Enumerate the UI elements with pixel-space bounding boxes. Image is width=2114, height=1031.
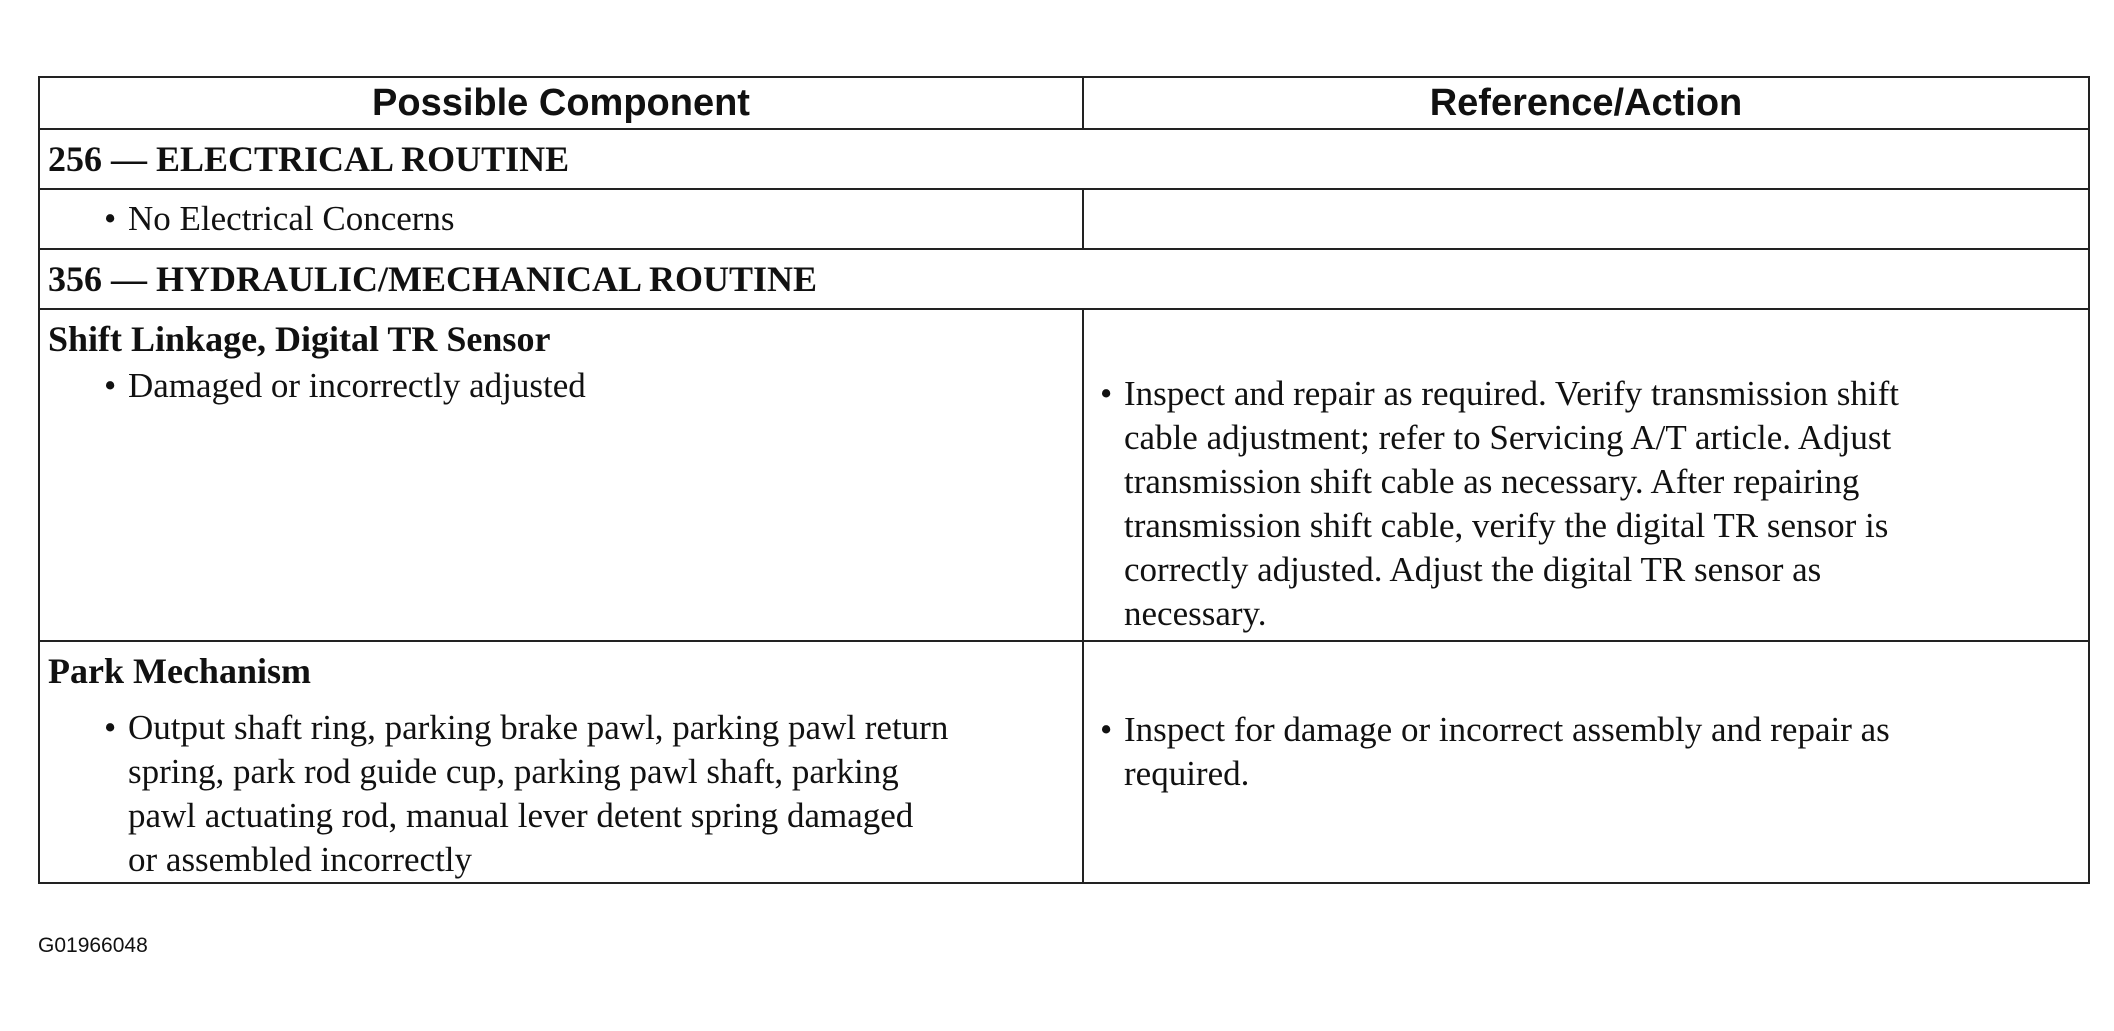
table-row-no-electrical	[39, 189, 2089, 249]
component-title: Park Mechanism	[48, 651, 311, 691]
table-row-park-mechanism	[39, 641, 2089, 883]
component-line: spring, park rod guide cup, parking pawl shaft, parking	[128, 752, 899, 791]
section-title-hydraulic: 356 — HYDRAULIC/MECHANICAL ROUTINE	[39, 249, 2089, 309]
section-title-electrical: 256 — ELECTRICAL ROUTINE	[39, 129, 2089, 189]
action-line: required.	[1124, 754, 1250, 793]
action-cell	[1083, 189, 2089, 249]
action-cell	[1083, 641, 2089, 883]
table-row-shift-linkage	[39, 309, 2089, 641]
action-line: Inspect and repair as required. Verify transmission shift	[1124, 374, 1899, 413]
action-line: transmission shift cable as necessary. After repairing	[1124, 462, 1860, 501]
list-item	[1084, 372, 2088, 636]
component-title: Shift Linkage, Digital TR Sensor	[48, 319, 551, 359]
bullet-icon: •	[1100, 374, 1113, 413]
component-line: or assembled incorrectly	[128, 840, 473, 879]
component-bullet-text: Damaged or incorrectly adjusted	[128, 366, 586, 405]
section-row-electrical	[39, 129, 2089, 189]
list-item	[40, 706, 1082, 882]
action-line: transmission shift cable, verify the digital TR sensor is	[1124, 506, 1889, 545]
bullet-icon: •	[104, 366, 117, 405]
bullet-icon: •	[104, 708, 117, 747]
figure-code: G01966048	[38, 934, 148, 957]
header-possible-component: Possible Component	[39, 77, 1083, 129]
list-item	[40, 197, 1082, 241]
bullet-icon: •	[1100, 710, 1113, 749]
action-line: cable adjustment; refer to Servicing A/T article. Adjust	[1124, 418, 1892, 457]
header-reference-action: Reference/Action	[1083, 77, 2089, 129]
list-item	[1084, 708, 2088, 796]
component-bullet-text: No Electrical Concerns	[128, 199, 455, 238]
list-item	[40, 364, 1082, 408]
component-line: pawl actuating rod, manual lever detent spring damaged	[128, 796, 914, 835]
component-cell	[39, 641, 1083, 883]
table-header-row	[39, 77, 2089, 129]
action-line: correctly adjusted. Adjust the digital TR sensor as	[1124, 550, 1822, 589]
component-cell	[39, 189, 1083, 249]
component-line: Output shaft ring, parking brake pawl, parking pawl return	[128, 708, 949, 747]
diagnostic-table	[38, 76, 2090, 884]
action-line: Inspect for damage or incorrect assembly and repair as	[1124, 710, 1890, 749]
bullet-icon: •	[104, 199, 117, 238]
action-cell	[1083, 309, 2089, 641]
component-cell	[39, 309, 1083, 641]
section-row-hydraulic	[39, 249, 2089, 309]
action-line: necessary.	[1124, 594, 1267, 633]
